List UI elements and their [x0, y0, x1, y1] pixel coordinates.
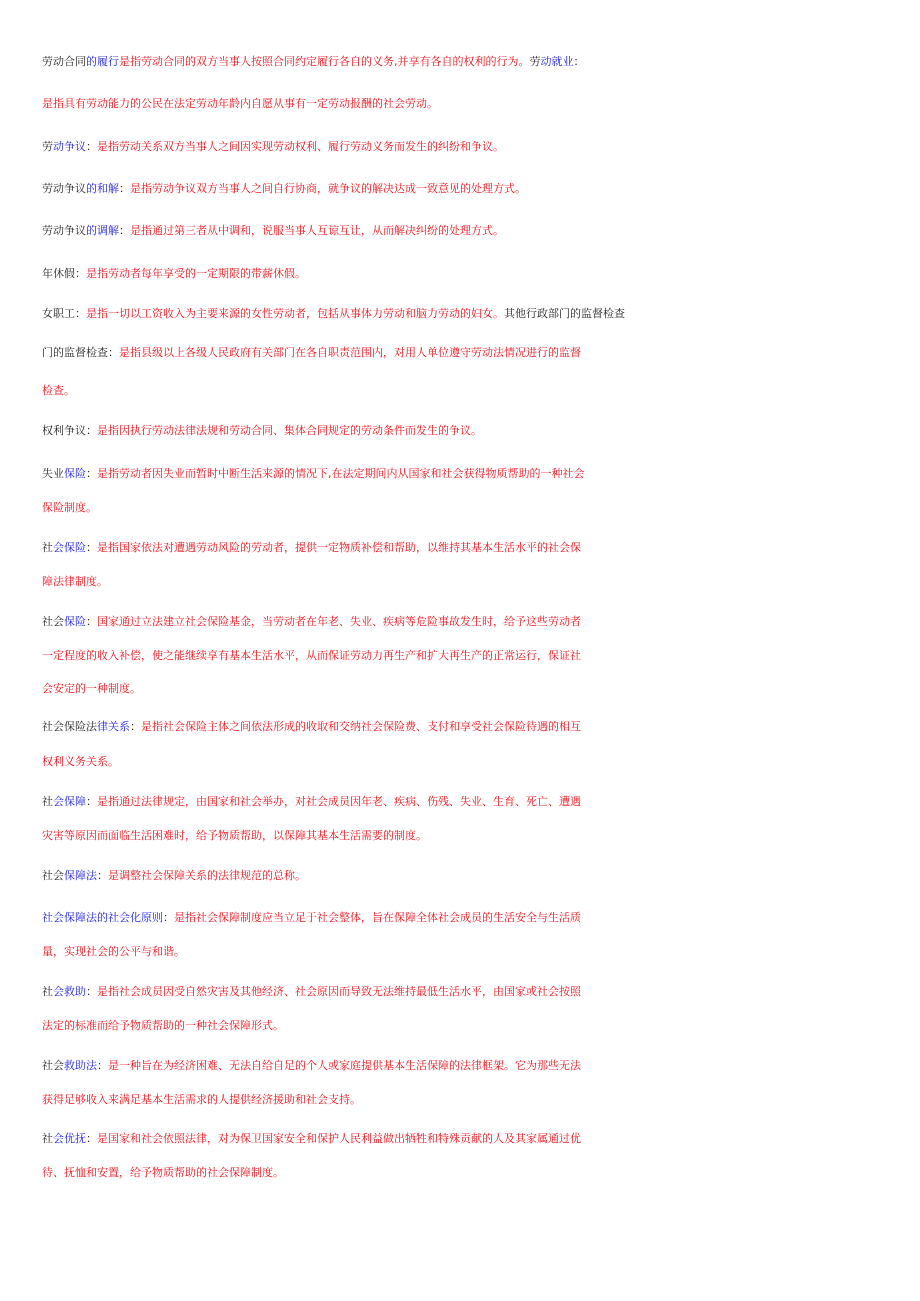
- definition-text: 是国家和社会依照法律，对为保卫国家安全和保护人民利益做出牺牲和特殊贡献的人及其家属通过优: [97, 1132, 581, 1145]
- separator: ：: [86, 140, 97, 153]
- glossary-line: [42, 51, 882, 73]
- term-text: 会优抚: [53, 1132, 86, 1145]
- definition-text: 是指国家依法对遭遇劳动风险的劳动者，提供一定物质补偿和帮助，以维持其基本生活水平的社会保: [97, 541, 581, 554]
- glossary-entry: [42, 420, 882, 442]
- separator: ：: [75, 267, 86, 280]
- definition-text: 法定的标准而给予物质帮助的一种社会保障形式。: [42, 1019, 284, 1032]
- definition-text: 是指社会保障制度应当立足于社会整体，旨在保障全体社会成员的生活安全与生活质: [174, 911, 581, 924]
- glossary-entry: [42, 907, 882, 929]
- separator: ：: [86, 424, 97, 437]
- definition-text: 是指通过第三者从中调和，说服当事人互谅互让，从而解决纠纷的处理方式。: [130, 224, 504, 237]
- term-text: 权利争议: [42, 424, 86, 437]
- separator: ：: [97, 1059, 108, 1072]
- definition-text: 是指因执行劳动法律法规和劳动合同、集体合同规定的劳动条件而发生的争议。: [97, 424, 482, 437]
- definition-text: 是指通过法律规定，由国家和社会举办，对社会成员因年老、疾病、伤残、失业、生育、死亡、遭遇: [97, 795, 581, 808]
- term-text: 社: [42, 795, 53, 808]
- separator: ：: [163, 911, 174, 924]
- separator: ：: [75, 307, 86, 320]
- term-text: 劳动争议: [42, 224, 86, 237]
- term-text: 保险: [64, 615, 86, 628]
- glossary-entry: [42, 865, 882, 887]
- term-text: 保障法: [64, 869, 97, 882]
- separator: ：: [119, 224, 130, 237]
- glossary-line: [42, 678, 882, 700]
- glossary-line: [42, 1015, 882, 1037]
- definition-text: 是指劳动者每年享受的一定期限的带薪休假。: [86, 267, 306, 280]
- term-text: 的履行: [86, 55, 119, 68]
- separator: ：: [119, 182, 130, 195]
- glossary-entry: [42, 981, 882, 1003]
- glossary-line: [42, 93, 882, 115]
- term-text: 失业: [42, 467, 64, 480]
- glossary-line: [42, 497, 882, 519]
- definition-text: 是指劳动关系双方当事人之间因实现劳动权利、履行劳动义务而发生的纠纷和争议。: [97, 140, 504, 153]
- glossary-line: [42, 645, 882, 667]
- term-text: 社会: [42, 615, 64, 628]
- glossary-entry: [42, 716, 882, 738]
- term-text: 其他行政部门的监督检查: [504, 307, 625, 320]
- term-text: 会救助: [53, 985, 86, 998]
- definition-text: 灾害等原因而面临生活困难时，给予物质帮助，以保障其基本生活需要的制度。: [42, 829, 427, 842]
- glossary-entry: [42, 611, 882, 633]
- glossary-line: [42, 303, 882, 325]
- term-text: 社会: [42, 1059, 64, 1072]
- separator: ：: [108, 346, 119, 359]
- glossary-line: [42, 342, 882, 364]
- definition-text: 国家通过立法建立社会保险基金，当劳动者在年老、失业、疾病等危险事故发生时，给予这些劳动者: [97, 615, 581, 628]
- term-text: 会保险: [53, 541, 86, 554]
- definition-text: 是指具有劳动能力的公民在法定劳动年龄内自愿从事有一定劳动报酬的社会劳动。: [42, 97, 438, 110]
- term-text: 社: [42, 985, 53, 998]
- term-text: 劳: [529, 55, 541, 68]
- glossary-entry: [42, 263, 882, 285]
- definition-text: 是指劳动争议双方当事人之间自行协商，就争议的解决达成一致意见的处理方式。: [130, 182, 526, 195]
- term-text: 社会保障法的社会化原则: [42, 911, 163, 924]
- glossary-line: [42, 380, 882, 402]
- separator: ：: [573, 55, 585, 68]
- glossary-line: [42, 1089, 882, 1111]
- separator: ：: [86, 615, 97, 628]
- definition-text: 保险制度。: [42, 501, 97, 514]
- separator: ：: [97, 869, 108, 882]
- glossary-entry: [42, 1128, 882, 1150]
- definition-text: 是指社会成员因受自然灾害及其他经济、社会原因而导致无法维持最低生活水平，由国家或社会按照: [97, 985, 581, 998]
- definition-text: 是指社会保险主体之间依法形成的收取和交纳社会保险费、支付和享受社会保险待遇的相互: [141, 720, 581, 733]
- term-text: 劳动合同: [42, 55, 86, 68]
- definition-text: 是指县级以上各级人民政府有关部门在各自职责范围内，对用人单位遵守劳动法情况进行的监督: [119, 346, 581, 359]
- term-text: 年休假: [42, 267, 75, 280]
- definition-text: 待、抚恤和安置，给予物质帮助的社会保障制度。: [42, 1166, 284, 1179]
- glossary-line: [42, 1162, 882, 1184]
- term-text: 劳: [42, 140, 53, 153]
- definition-text: 量，实现社会的公平与和谐。: [42, 945, 185, 958]
- separator: ：: [86, 467, 97, 480]
- term-text: 保险: [64, 467, 86, 480]
- definition-text: 是指一切以工资收入为主要来源的女性劳动者，包括从事体力劳动和脑力劳动的妇女。: [86, 307, 504, 320]
- separator: ：: [86, 985, 97, 998]
- glossary-line: [42, 571, 882, 593]
- term-text: 的和解: [86, 182, 119, 195]
- term-text: 女职工: [42, 307, 75, 320]
- term-text: 律关系: [97, 720, 130, 733]
- separator: ：: [86, 541, 97, 554]
- term-text-continued: 门的监督检查: [42, 346, 108, 359]
- term-text: 动就业: [540, 55, 574, 68]
- separator: ：: [86, 1132, 97, 1145]
- term-text: 社: [42, 1132, 53, 1145]
- glossary-entry: [42, 791, 882, 813]
- separator: ：: [130, 720, 141, 733]
- glossary-entry: [42, 537, 882, 559]
- term-text: 的调解: [86, 224, 119, 237]
- glossary-entry: [42, 1055, 882, 1077]
- definition-text: 是一种旨在为经济困难、无法自给自足的个人或家庭提供基本生活保障的法律框架。它为那些无法: [108, 1059, 581, 1072]
- definition-text: 是指劳动者因失业而暂时中断生活来源的情况下,在法定期间内从国家和社会获得物质帮助的一种社会: [97, 467, 585, 480]
- separator: ：: [86, 795, 97, 808]
- definition-text: 获得足够收入来满足基本生活需求的人提供经济援助和社会支持。: [42, 1093, 361, 1106]
- term-text: 动争议: [53, 140, 86, 153]
- glossary-line: [42, 751, 882, 773]
- glossary-line: [42, 825, 882, 847]
- glossary-entry: [42, 178, 882, 200]
- definition-text: 障法律制度。: [42, 575, 108, 588]
- glossary-line: [42, 941, 882, 963]
- definition-text: 是指劳动合同的双方当事人按照合同约定履行各自的义务,并享有各自的权利的行为。: [119, 55, 530, 68]
- definition-text: 会安定的一种制度。: [42, 682, 141, 695]
- term-text: 救助法: [64, 1059, 97, 1072]
- definition-text: 一定程度的收入补偿，使之能继续享有基本生活水平，从而保证劳动力再生产和扩大再生产的正常运行，保证社: [42, 649, 581, 662]
- definition-text: 检查。: [42, 384, 75, 397]
- term-text: 劳动争议: [42, 182, 86, 195]
- term-text: 社: [42, 541, 53, 554]
- term-text: 社会保险法: [42, 720, 97, 733]
- definition-text: 是调整社会保障关系的法律规范的总称。: [108, 869, 306, 882]
- glossary-entry: [42, 220, 882, 242]
- glossary-entry: [42, 136, 882, 158]
- term-text: 会保障: [53, 795, 86, 808]
- glossary-entry: [42, 463, 882, 485]
- term-text: 社会: [42, 869, 64, 882]
- definition-text: 权利义务关系。: [42, 755, 119, 768]
